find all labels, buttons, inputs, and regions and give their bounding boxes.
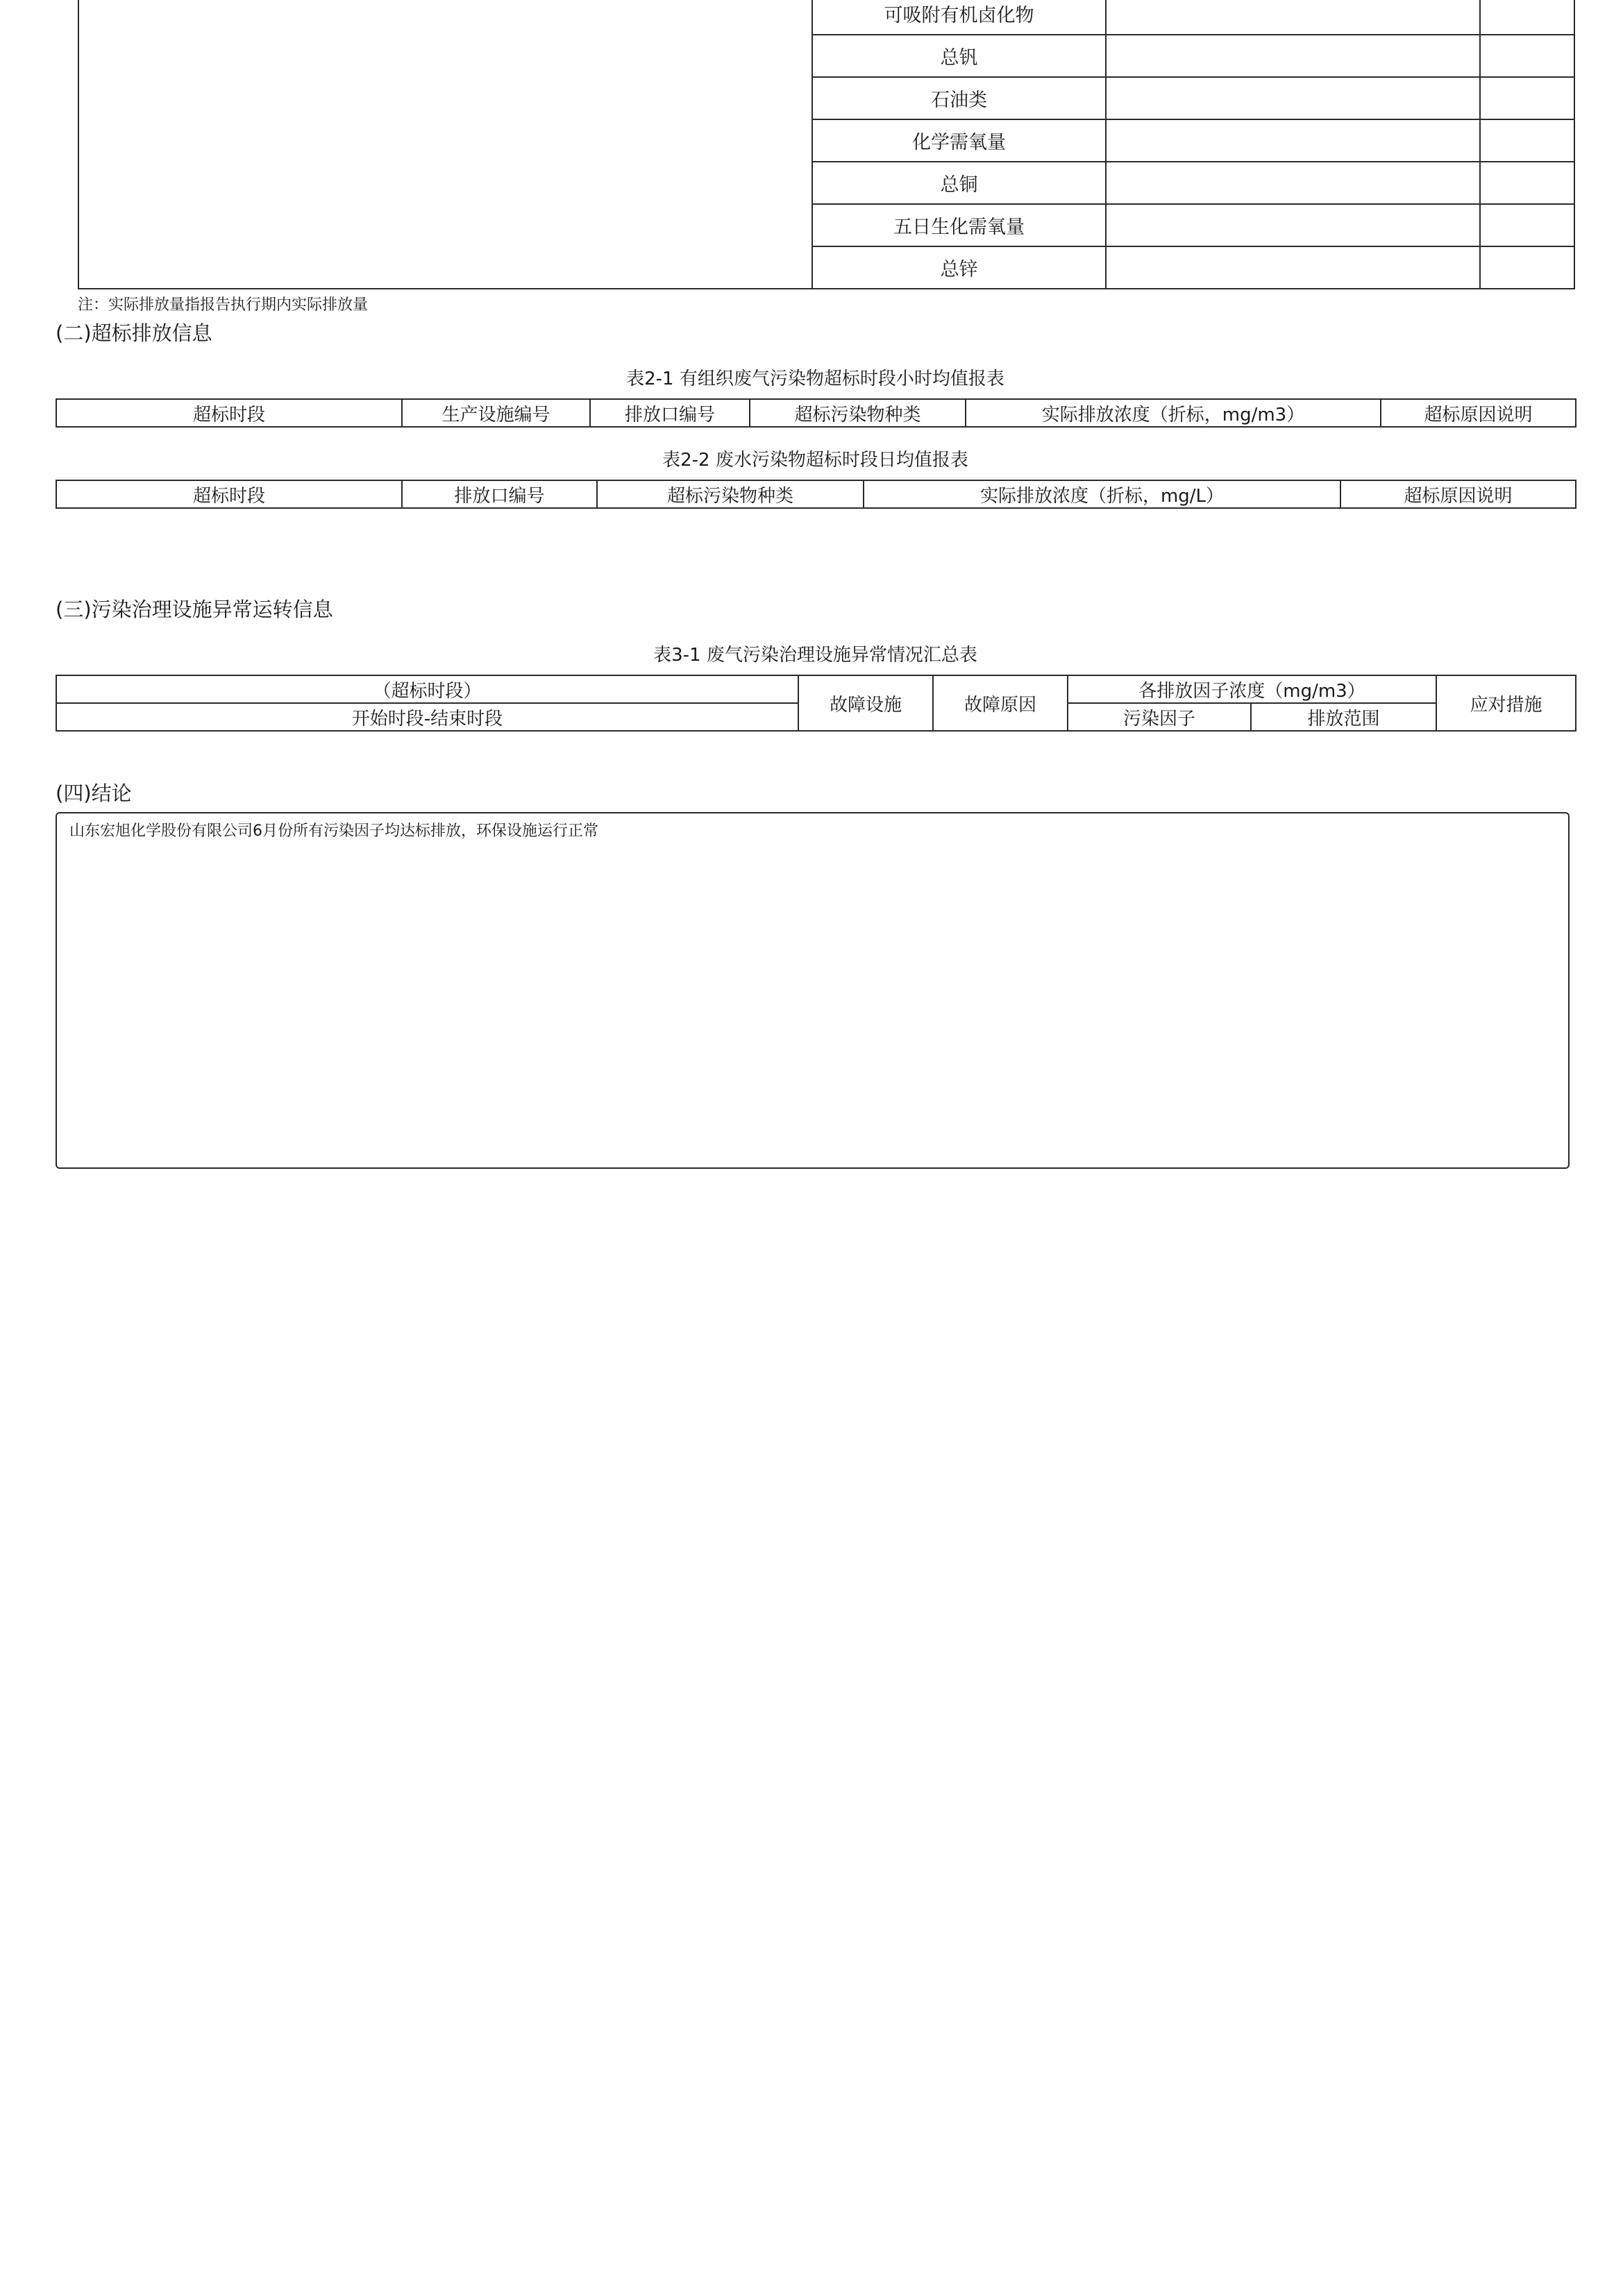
column-header: 实际排放浓度（折标，mg/L）: [864, 480, 1340, 508]
table-caption-2-1: 表2-1 有组织废气污染物超标时段小时均值报表: [626, 369, 1004, 389]
table-caption-3-1: 表3-1 废气污染治理设施异常情况汇总表: [653, 645, 977, 666]
pollutant-name-cell: 总锌: [812, 246, 1106, 289]
fault-cause-header: 故障原因: [933, 675, 1068, 731]
column-header: 超标时段: [56, 399, 402, 427]
pollutant-extra-cell: [1480, 119, 1574, 162]
period-header: （超标时段）: [56, 675, 798, 703]
table-3-1: [56, 675, 1576, 732]
pollutant-value-cell: [1106, 162, 1480, 204]
column-header: 超标原因说明: [1340, 480, 1576, 508]
table-header-row: [56, 480, 1576, 508]
pollutant-extra-cell: [1480, 0, 1574, 35]
column-header: 超标原因说明: [1381, 399, 1576, 427]
column-header: 排放口编号: [402, 480, 597, 508]
column-header: 超标污染物种类: [597, 480, 864, 508]
table-2-2: [56, 480, 1576, 509]
pollutant-name-cell: 总铜: [812, 162, 1106, 204]
section-heading-abnormal-operation: (三)污染治理设施异常运转信息: [56, 598, 333, 621]
table-header-row: [56, 399, 1576, 427]
pollutant-value-cell: [1106, 35, 1480, 77]
countermeasure-header: 应对措施: [1436, 675, 1576, 731]
pollutant-extra-cell: [1480, 246, 1574, 289]
column-header: 超标污染物种类: [750, 399, 966, 427]
conclusion-box: [56, 812, 1570, 1169]
table-caption-2-2: 表2-2 废水污染物超标时段日均值报表: [662, 450, 968, 471]
section-heading-exceedance: (二)超标排放信息: [56, 321, 212, 345]
period-subheader: 开始时段-结束时段: [56, 703, 798, 731]
emission-range-header: 排放范围: [1251, 703, 1436, 731]
table-row: [78, 0, 1574, 35]
pollutant-value-cell: [1106, 77, 1480, 119]
pollutant-extra-cell: [1480, 35, 1574, 77]
pollution-factor-header: 污染因子: [1068, 703, 1251, 731]
pollutant-name-cell: 石油类: [812, 77, 1106, 119]
column-header: 超标时段: [56, 480, 402, 508]
pollutant-extra-cell: [1480, 77, 1574, 119]
section-heading-conclusion: (四)结论: [56, 782, 132, 805]
merged-blank-cell: [78, 0, 812, 289]
pollutant-value-cell: [1106, 0, 1480, 35]
pollutant-table: [78, 0, 1575, 289]
pollutant-name-cell: 可吸附有机卤化物: [812, 0, 1106, 35]
pollutant-value-cell: [1106, 119, 1480, 162]
pollutant-extra-cell: [1480, 204, 1574, 246]
table-2-1: [56, 398, 1576, 428]
pollutant-name-cell: 化学需氧量: [812, 119, 1106, 162]
pollutant-value-cell: [1106, 246, 1480, 289]
column-header: 生产设施编号: [402, 399, 590, 427]
concentration-header: 各排放因子浓度（mg/m3）: [1068, 675, 1436, 703]
pollutant-extra-cell: [1480, 162, 1574, 204]
column-header: 实际排放浓度（折标，mg/m3）: [966, 399, 1381, 427]
table-header-row: [56, 675, 1576, 703]
pollutant-name-cell: 五日生化需氧量: [812, 204, 1106, 246]
faulty-facility-header: 故障设施: [798, 675, 933, 731]
column-header: 排放口编号: [590, 399, 750, 427]
conclusion-text: 山东宏旭化学股份有限公司6月份所有污染因子均达标排放，环保设施运行正常: [69, 822, 598, 840]
pollutant-value-cell: [1106, 204, 1480, 246]
table-note: 注：实际排放量指报告执行期内实际排放量: [78, 296, 369, 314]
pollutant-name-cell: 总钒: [812, 35, 1106, 77]
